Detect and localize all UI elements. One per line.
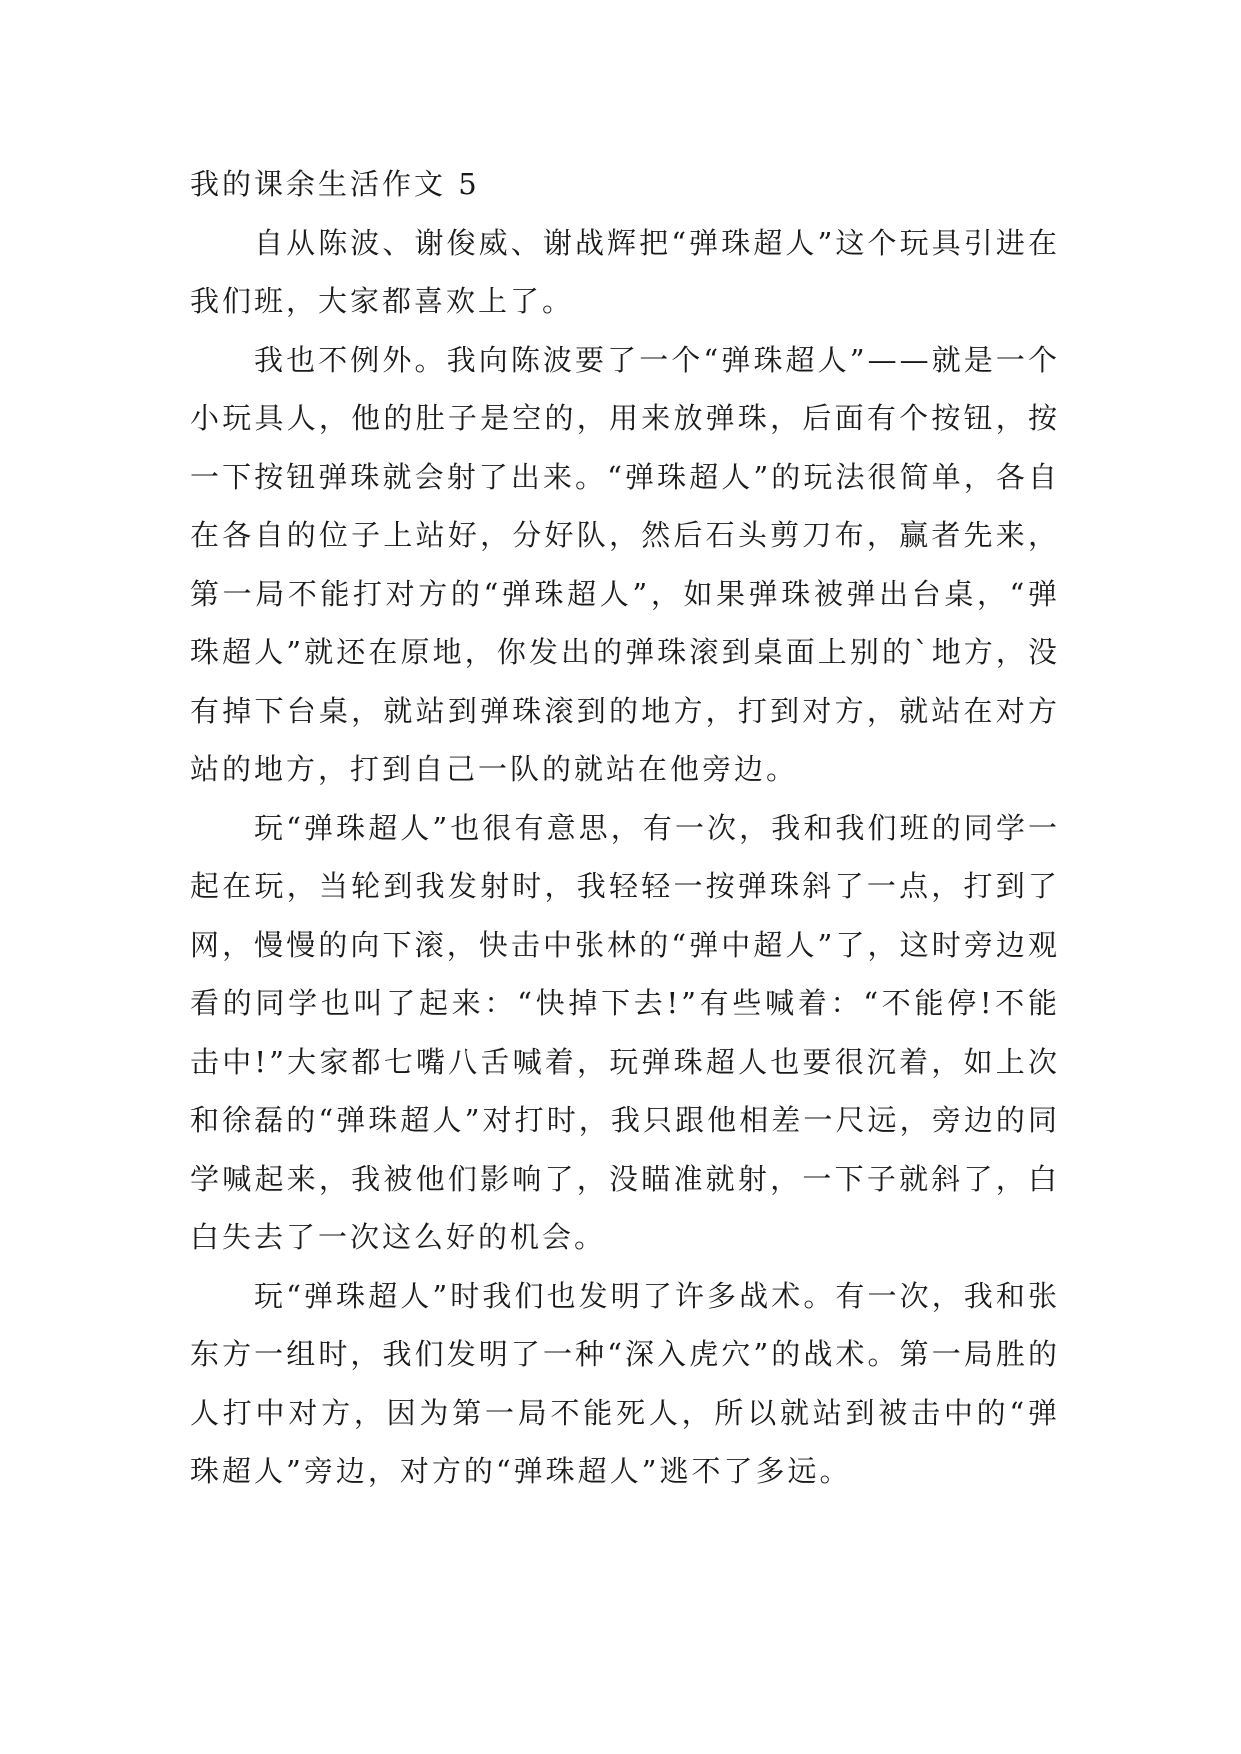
paragraph-1: 自从陈波、谢俊威、谢战辉把“弹珠超人”这个玩具引进在我们班，大家都喜欢上了。 xyxy=(190,225,1060,318)
document-body xyxy=(190,155,1060,1501)
document-title: 我的课余生活作文 5 xyxy=(190,167,480,201)
paragraph-2: 我也不例外。我向陈波要了一个“弹珠超人”——就是一个小玩具人，他的肚子是空的，用来放弹珠，后面有个按钮，按一下按钮弹珠就会射了出来。“弹珠超人”的玩法很简单，各自在各自的位子上站好，分好队，然后石头剪刀布，赢者先来，第一局不能打对方的“弹珠超人”，如果弹珠被弹出台桌，“弹珠超人”就还在原地，你发出的弹珠滚到桌面上别的`地方，没有掉下台桌，就站到弹珠滚到的地方，打到对方，就站在对方站的地方，打到自己一队的就站在他旁边。 xyxy=(190,342,1060,786)
paragraph-4: 玩“弹珠超人”时我们也发明了许多战术。有一次，我和张东方一组时，我们发明了一种“深入虎穴”的战术。第一局胜的人打中对方，因为第一局不能死人，所以就站到被击中的“弹珠超人”旁边，对方的“弹珠超人”逃不了多远。 xyxy=(190,1278,1060,1488)
paragraph-3: 玩“弹珠超人”也很有意思，有一次，我和我们班的同学一起在玩，当轮到我发射时，我轻轻一按弹珠斜了一点，打到了网，慢慢的向下滚，快击中张林的“弹中超人”了，这时旁边观看的同学也叫了起来：“快掉下去!”有些喊着：“不能停!不能击中!”大家都七嘴八舌喊着，玩弹珠超人也要很沉着，如上次和徐磊的“弹珠超人”对打时，我只跟他相差一尺远，旁边的同学喊起来，我被他们影响了，没瞄准就射，一下子就斜了，白白失去了一次这么好的机会。 xyxy=(190,810,1060,1254)
